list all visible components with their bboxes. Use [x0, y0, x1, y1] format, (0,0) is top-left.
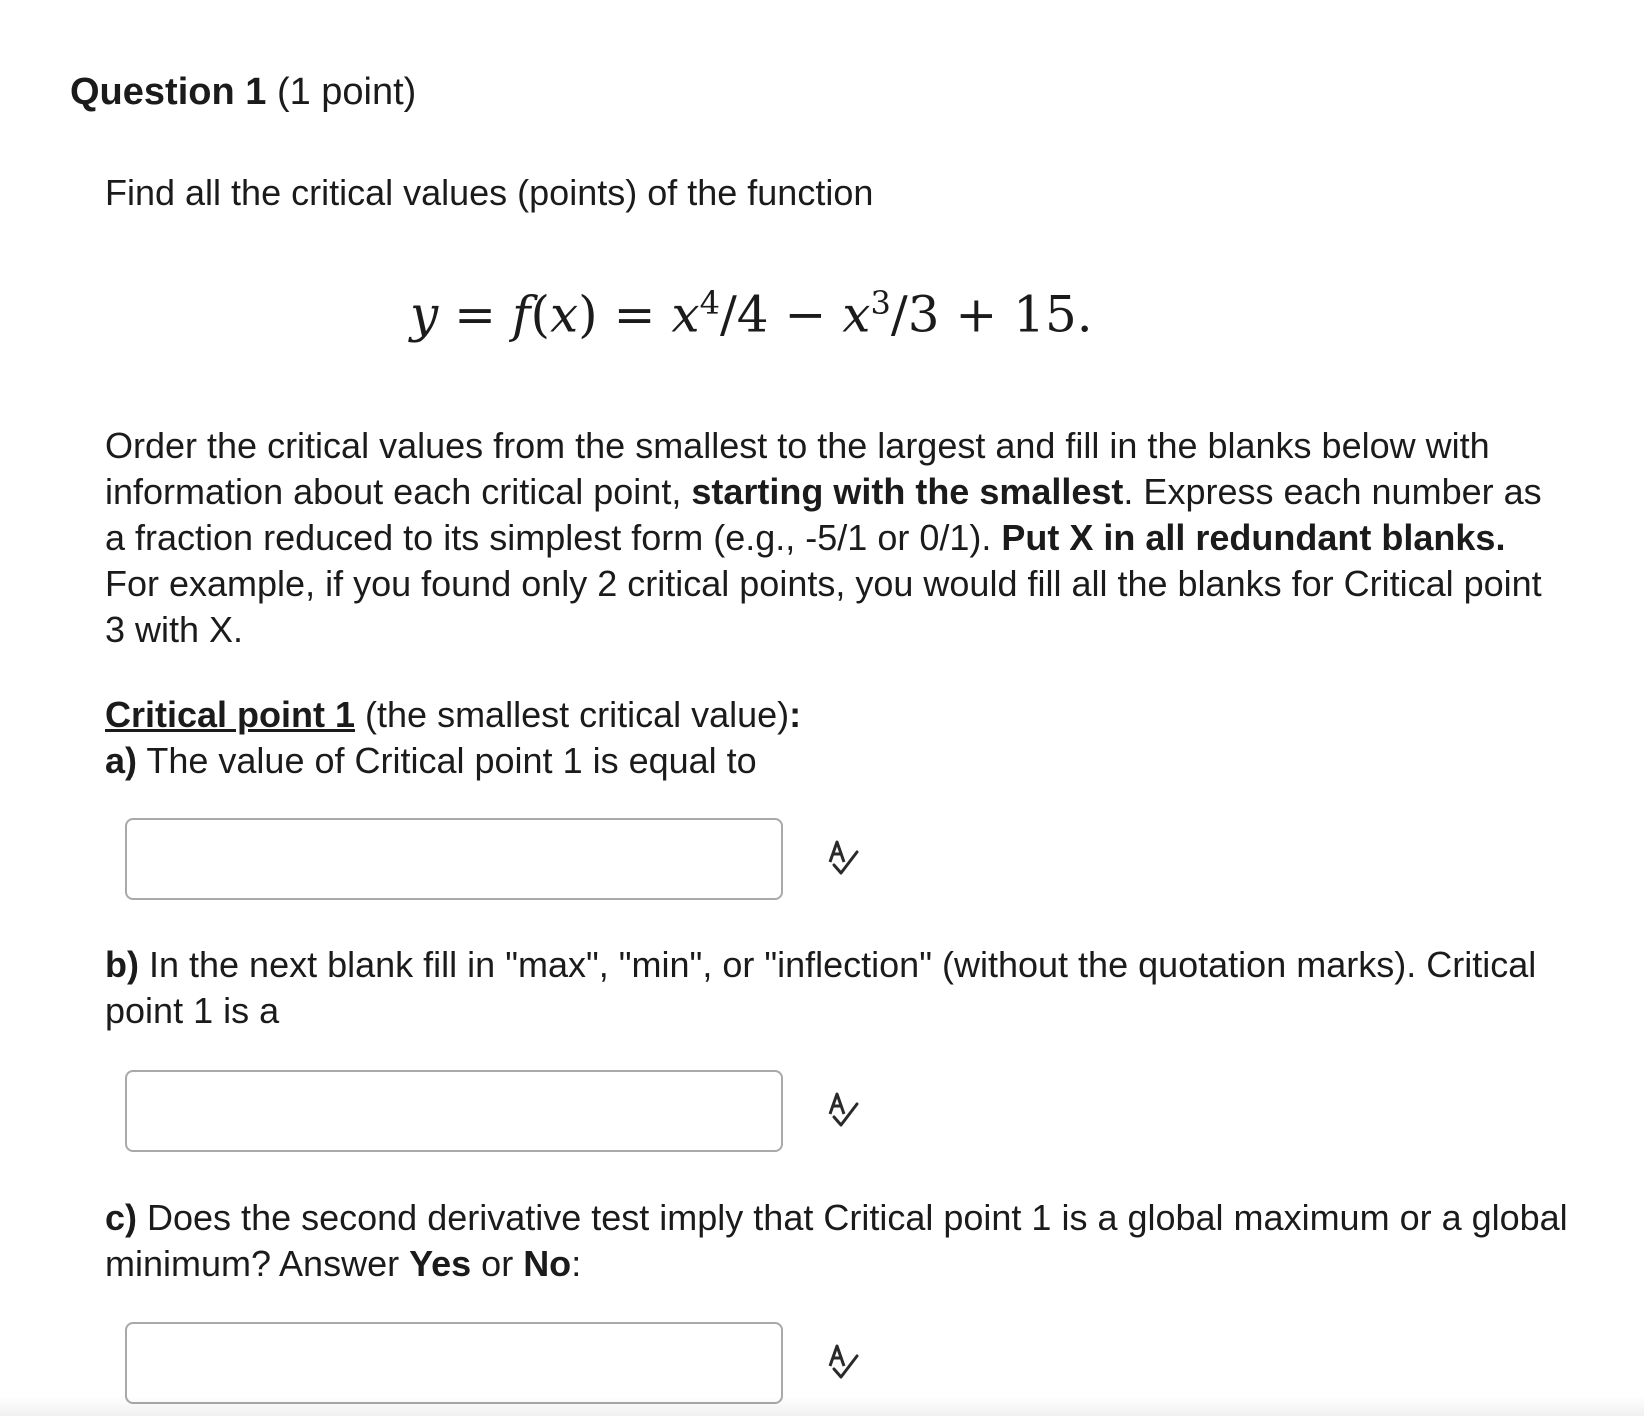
part-c-text	[105, 1195, 1585, 1287]
part-a-question: The value of Critical point 1 is equal to	[137, 740, 757, 781]
formula-y: y	[410, 285, 439, 344]
formula-eq2: =	[597, 285, 672, 344]
critical-point-title: Critical point 1	[105, 694, 356, 735]
formula-term2-base: x	[842, 285, 871, 344]
formula-term2-div: /3 + 15.	[890, 285, 1093, 344]
answer-input-b[interactable]	[125, 1070, 783, 1152]
part-a-text	[105, 738, 1585, 784]
question-header	[70, 66, 416, 118]
part-c-label: c)	[105, 1197, 138, 1238]
part-a-label: a)	[105, 740, 138, 781]
instructions-part3: For example, if you found only 2 critical points, you would fill all the blanks for Critical point 3 with X.	[105, 563, 1542, 650]
instructions-bold1: starting with the smallest	[691, 471, 1124, 512]
part-b-text	[105, 942, 1585, 1034]
question-prompt: Find all the critical values (points) of the function	[105, 172, 874, 213]
spell-check-icon[interactable]	[824, 1342, 864, 1382]
part-c-end: :	[571, 1243, 582, 1284]
part-c-no: No	[523, 1243, 572, 1284]
part-c-question: Does the second derivative test imply that Critical point 1 is a global maximum or a global minimum? Answer	[105, 1197, 1568, 1284]
formula-term2-exp: 3	[870, 284, 891, 322]
critical-point-heading	[105, 692, 801, 738]
part-c-or: or	[471, 1243, 524, 1284]
spell-check-icon[interactable]	[824, 1090, 864, 1130]
instructions	[105, 423, 1565, 653]
formula-term1-exp: 4	[699, 284, 720, 322]
formula-term1-base: x	[671, 285, 700, 344]
part-b-label: b)	[105, 944, 139, 985]
bottom-shadow	[0, 1396, 1644, 1416]
critical-point-subtitle: (the smallest critical value)	[355, 694, 790, 735]
formula-open: (	[530, 285, 550, 344]
formula-f: f	[511, 285, 531, 344]
instructions-bold2: Put X in all redundant blanks.	[1001, 517, 1506, 558]
question-points: (1 point)	[276, 71, 417, 113]
answer-input-a[interactable]	[125, 818, 783, 900]
spell-check-icon[interactable]	[824, 838, 864, 878]
function-formula	[410, 268, 1093, 350]
instructions-part2: . Express each number as a fraction reduced to its simplest form (e.g., -5/1 or 0/1).	[105, 471, 1542, 558]
instructions-part1: Order the critical values from the smallest to the largest and fill in the blanks below with information about each critical point,	[105, 425, 1490, 512]
formula-term1-div: /4 −	[719, 285, 843, 344]
part-b-question: In the next blank fill in "max", "min", or "inflection" (without the quotation marks). Critical point 1 is a	[105, 944, 1537, 1031]
formula-eq1: =	[438, 285, 512, 344]
question-label: Question 1	[70, 71, 267, 113]
answer-input-c[interactable]	[125, 1322, 783, 1404]
formula-close: )	[578, 285, 598, 344]
critical-point-colon: :	[789, 694, 802, 735]
part-c-yes: Yes	[409, 1243, 472, 1284]
formula-x: x	[549, 285, 579, 344]
